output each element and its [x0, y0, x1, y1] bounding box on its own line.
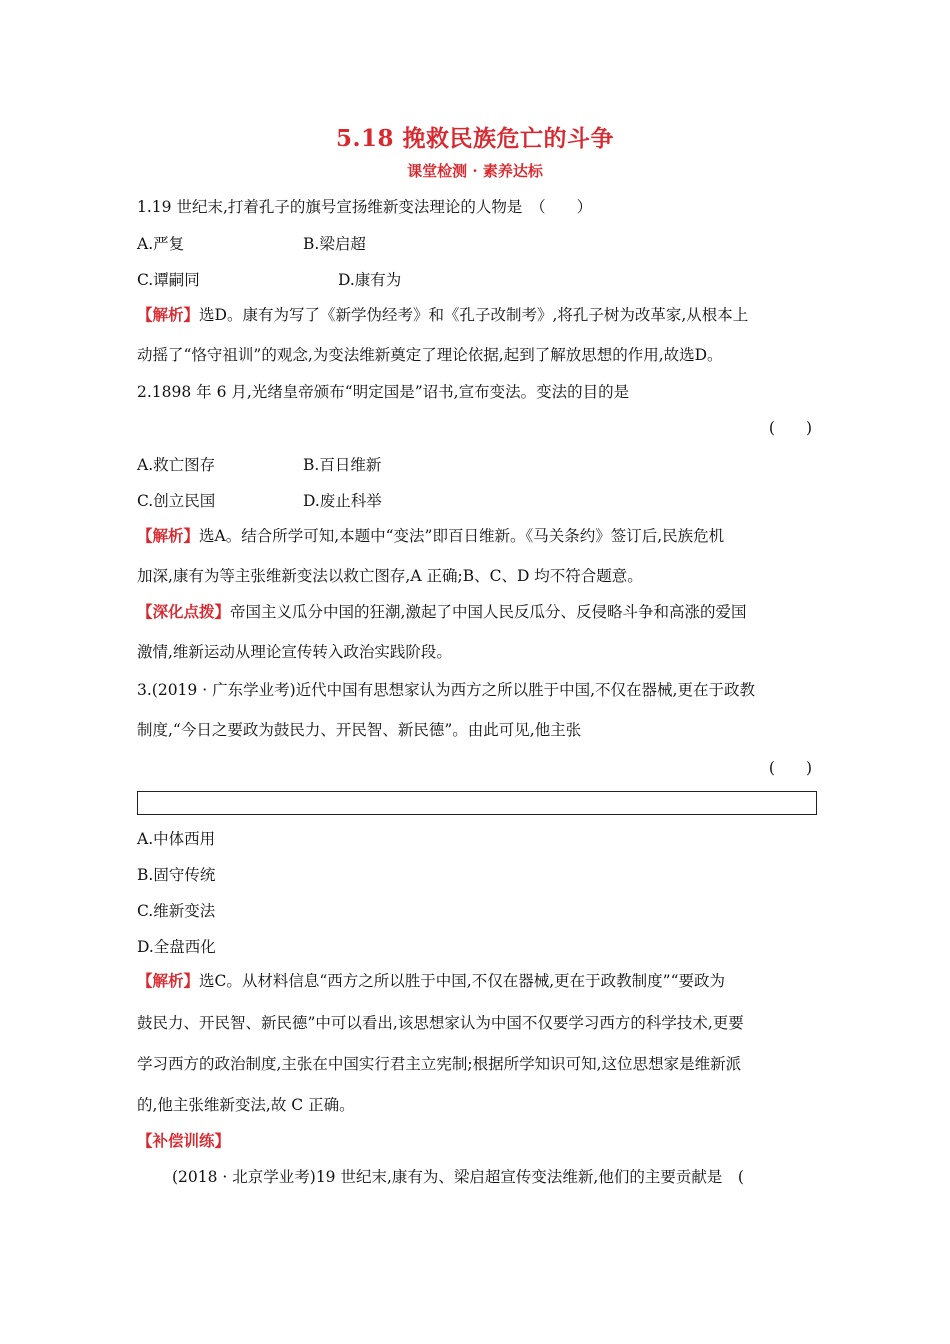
q3-answer-paren: ( )	[768, 759, 812, 777]
q3-option-d: D.全盘西化	[137, 938, 216, 956]
supplement-stem: (2018 · 北京学业考)19 世纪末,康有为、梁启超宣传变法维新,他们的主要贡献是 (	[172, 1168, 744, 1186]
q3-option-a: A.中体西用	[137, 830, 216, 848]
q1-stem: 1.19 世纪末,打着孔子的旗号宣扬维新变法理论的人物是 （ ）	[137, 198, 593, 216]
analysis-tag: 【解析】	[137, 305, 200, 324]
deepen-tag: 【深化点拨】	[137, 602, 231, 621]
q3-analysis-line-2: 鼓民力、开民智、新民德”中可以看出,该思想家认为中国不仅要学习西方的科学技术,更要	[137, 1014, 744, 1032]
page-title: 5.18 挽救民族危亡的斗争	[335, 125, 615, 152]
q2-analysis	[137, 525, 817, 547]
q2-stem: 2.1898 年 6 月,光绪皇帝颁布“明定国是”诏书,宣布变法。变法的目的是	[137, 383, 630, 401]
analysis-tag: 【解析】	[137, 526, 200, 545]
analysis-tag: 【解析】	[137, 971, 200, 990]
q2-option-b: B.百日维新	[303, 456, 382, 474]
q2-option-c: C.创立民国	[137, 492, 216, 510]
q2-deepen-line-1: 帝国主义瓜分中国的狂潮,激起了中国人民反瓜分、反侵略斗争和高涨的爱国	[230, 603, 747, 621]
section-subtitle: 课堂检测 · 素养达标	[407, 162, 543, 180]
q3-analysis-line-1: 选C。从材料信息“西方之所以胜于中国,不仅在器械,更在于政教制度”“要政为	[199, 972, 726, 990]
q2-option-d: D.废止科举	[303, 492, 382, 510]
q3-analysis-line-3: 学习西方的政治制度,主张在中国实行君主立宪制;根据所学知识可知,这位思想家是维新派	[137, 1055, 742, 1073]
q3-option-b: B.固守传统	[137, 866, 216, 884]
q2-option-a: A.救亡图存	[137, 456, 216, 474]
q1-option-d: D.康有为	[338, 271, 402, 289]
q2-deepen-line-2: 激情,维新运动从理论宣传转入政治实践阶段。	[137, 643, 452, 661]
q1-analysis-line-2: 动摇了“恪守祖训”的观念,为变法维新奠定了理论依据,起到了解放思想的作用,故选D。	[137, 346, 723, 364]
q1-option-a: A.严复	[137, 235, 185, 253]
q3-stem-line-1: 3.(2019 · 广东学业考)近代中国有思想家认为西方之所以胜于中国,不仅在器械,更在于政教	[137, 681, 755, 699]
q3-stem-line-2: 制度,“今日之要政为鼓民力、开民智、新民德”。由此可见,他主张	[137, 721, 582, 739]
q2-analysis-line-2: 加深,康有为等主张维新变法以救亡图存,A 正确;B、C、D 均不符合题意。	[137, 567, 643, 585]
q1-option-b: B.梁启超	[303, 235, 366, 253]
q3-analysis-line-4: 的,他主张维新变法,故 C 正确。	[137, 1096, 355, 1114]
q3-option-c: C.维新变法	[137, 902, 216, 920]
supplement-tag: 【补偿训练】	[137, 1131, 231, 1150]
q2-answer-paren: ( )	[768, 419, 812, 437]
q1-analysis-line-1: 选D。康有为写了《新学伪经考》和《孔子改制考》,将孔子树为改革家,从根本上	[199, 306, 749, 324]
empty-box	[137, 791, 817, 815]
q1-option-c: C.谭嗣同	[137, 271, 200, 289]
q3-analysis	[137, 970, 817, 992]
q1-analysis	[137, 304, 817, 326]
q2-analysis-line-1: 选A。结合所学可知,本题中“变法”即百日维新。《马关条约》签订后,民族危机	[199, 527, 725, 545]
q2-deepen-note	[137, 601, 817, 623]
